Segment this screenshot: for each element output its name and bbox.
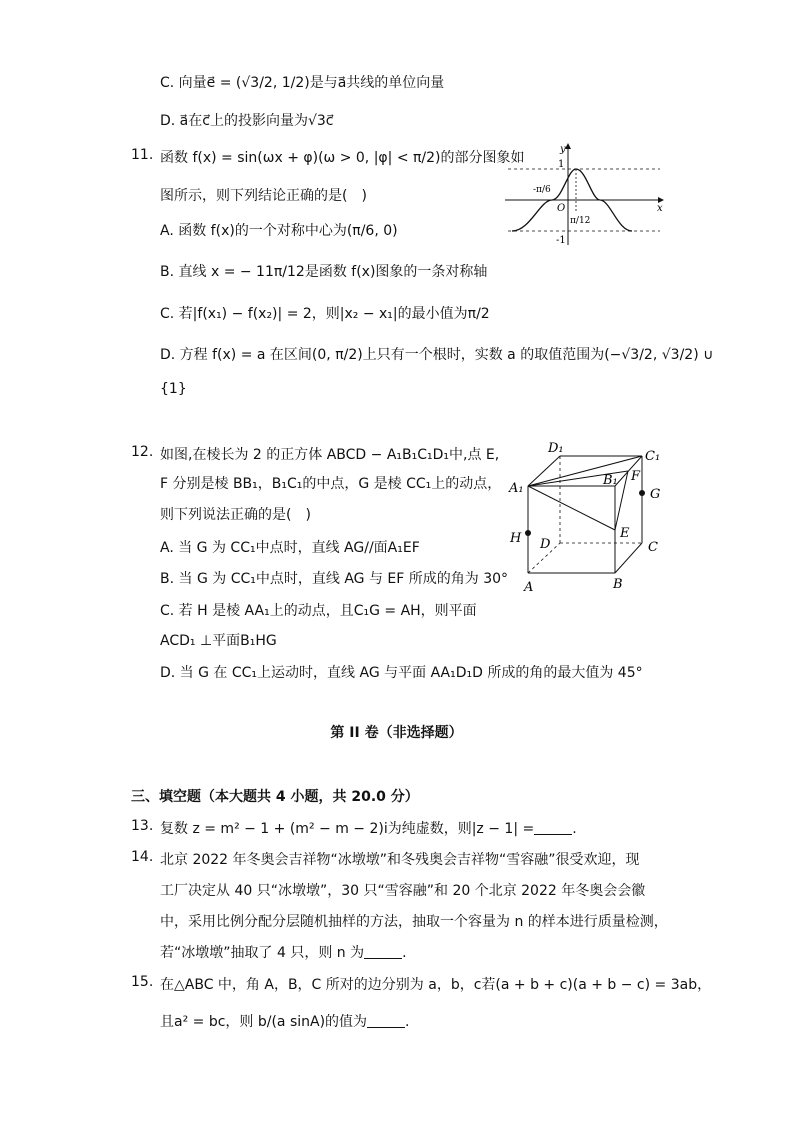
- q11-option-d-line2: {1}: [160, 381, 187, 397]
- neg-pi-over-6-label: -π/6: [533, 185, 551, 195]
- segment-a1-e: [528, 486, 615, 530]
- max-value-label: 1: [558, 159, 565, 170]
- label-g: G: [650, 487, 661, 502]
- label-h: H: [510, 531, 522, 546]
- q11-option-b: B. 直线 x = − 11π/12是函数 f(x)图象的一条对称轴: [160, 264, 488, 280]
- label-a1: A₁: [509, 481, 524, 496]
- q11-sine-graph: [500, 140, 670, 250]
- q12-option-c-line2: ACD₁ ⊥平面B₁HG: [160, 633, 277, 649]
- label-b1: B₁: [603, 473, 618, 488]
- part2-title: 第 II 卷（非选择题）: [330, 725, 463, 741]
- section3-heading: 三、填空题（本大题共 4 小题，共 20.0 分）: [131, 789, 419, 805]
- q13-answer-blank[interactable]: [534, 820, 572, 835]
- q11-option-d-line1: D. 方程 f(x) = a 在区间(0, π/2)上只有一个根时，实数 a 的取值范围为(−√3/2, √3/2) ∪: [160, 347, 714, 363]
- q11-option-a: A. 函数 f(x)的一个对称中心为(π/6, 0): [160, 223, 398, 239]
- q11-stem-line2: 图所示，则下列结论正确的是( ): [160, 188, 367, 204]
- q15-tail: .: [405, 1014, 410, 1030]
- q15-line2-text: 且a² = bc，则 b/(a sinA)的值为: [160, 1014, 368, 1030]
- label-c1: C₁: [645, 449, 661, 464]
- q14-line3: 中，采用比例分配分层随机抽样的方法，抽取一个容量为 n 的样本进行质量检测，: [160, 914, 668, 930]
- q12-option-c-line1: C. 若 H 是棱 AA₁上的动点，且C₁G = AH，则平面: [160, 603, 477, 619]
- q14-answer-blank[interactable]: [364, 944, 402, 959]
- q14-line4-text: 若“冰墩墩”抽取了 4 只，则 n 为: [160, 945, 365, 961]
- q13-tail: .: [572, 821, 577, 837]
- q11-option-c: C. 若|f(x₁) − f(x₂)| = 2，则|x₂ − x₁|的最小值为π/2: [160, 306, 490, 322]
- point-g: [639, 490, 645, 496]
- q14-line4: [160, 942, 407, 962]
- q10-option-c: C. 向量e⃗ = (√3/2, 1/2)是与a⃗共线的单位向量: [160, 75, 445, 91]
- q11-stem-line1: 函数 f(x) = sin(ωx + φ)(ω > 0, |φ| < π/2)的部分图象如: [160, 150, 525, 166]
- q13-number: 13.: [131, 818, 154, 834]
- q12-stem-line3: 则下列说法正确的是( ): [160, 507, 311, 523]
- q15-line1: 在△ABC 中，角 A，B，C 所对的边分别为 a，b，c若(a + b + c)(a + b − c) = 3ab，: [160, 977, 712, 993]
- min-value-label: -1: [556, 235, 566, 246]
- q13-line: [160, 818, 577, 838]
- q12-option-b: B. 当 G 为 CC₁中点时，直线 AG 与 EF 所成的角为 30°: [160, 571, 509, 587]
- q14-tail: .: [402, 945, 407, 961]
- q14-line1: 北京 2022 年冬奥会吉祥物“冰墩墩”和冬残奥会吉祥物“雪容融”很受欢迎，现: [160, 852, 640, 868]
- label-d1: D₁: [548, 441, 564, 456]
- q12-option-a: A. 当 G 为 CC₁中点时，直线 AG//面A₁EF: [160, 540, 420, 556]
- label-d: D: [540, 537, 551, 552]
- q12-cube-figure: [500, 438, 670, 598]
- label-a: A: [524, 580, 534, 595]
- pi-over-12-label: π/12: [570, 216, 591, 226]
- q15-number: 15.: [131, 974, 154, 990]
- label-b: B: [613, 577, 623, 592]
- label-e: E: [620, 526, 630, 541]
- q14-number: 14.: [131, 849, 154, 865]
- q12-stem-line2: F 分别是棱 BB₁，B₁C₁的中点，G 是棱 CC₁上的动点，: [160, 476, 502, 492]
- point-h: [525, 530, 531, 536]
- y-axis-arrow-icon: [565, 143, 571, 149]
- q15-line2: [160, 1011, 410, 1031]
- q15-answer-blank[interactable]: [367, 1013, 405, 1028]
- q13-text: 复数 z = m² − 1 + (m² − m − 2)i为纯虚数，则|z − 1| =: [160, 821, 535, 837]
- label-f: F: [631, 469, 641, 484]
- edge-b-c: [615, 543, 642, 573]
- q12-option-d: D. 当 G 在 CC₁上运动时，直线 AG 与平面 AA₁D₁D 所成的角的最大值为 45°: [160, 665, 643, 681]
- y-axis-label: y: [560, 144, 566, 155]
- q10-option-d: D. a⃗在c⃗上的投影向量为√3c⃗: [160, 113, 334, 129]
- q11-number: 11.: [131, 147, 154, 163]
- label-c: C: [648, 540, 658, 555]
- q14-line2: 工厂决定从 40 只“冰墩墩”，30 只“雪容融”和 20 个北京 2022 年冬奥会会徽: [160, 883, 646, 899]
- origin-label: O: [557, 203, 566, 214]
- q12-number: 12.: [131, 444, 154, 460]
- x-axis-label: x: [657, 203, 663, 214]
- q12-stem-line1: 如图,在棱长为 2 的正方体 ABCD − A₁B₁C₁D₁中,点 E,: [160, 447, 500, 463]
